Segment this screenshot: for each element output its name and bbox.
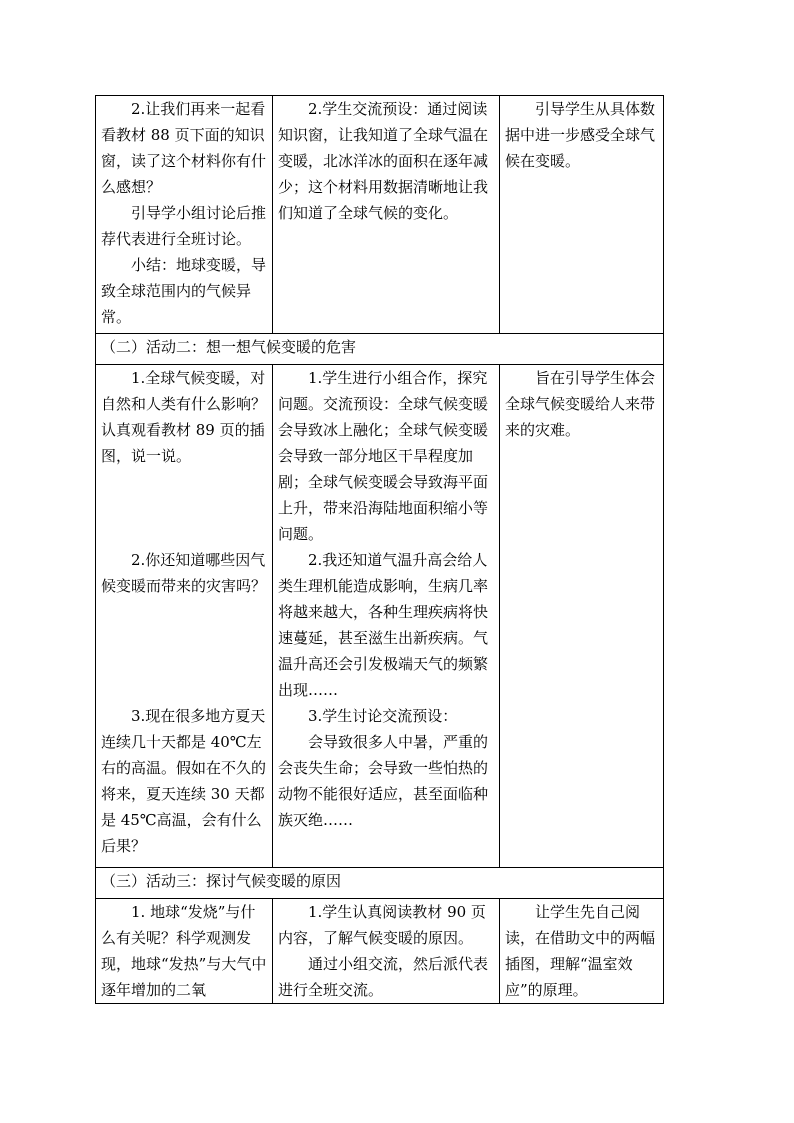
section-header-row: [96, 868, 664, 899]
student-activity-cell: [273, 96, 500, 334]
teacher-question: 2.你还知道哪些因气候变暖而带来的灾害吗？: [101, 551, 267, 595]
lesson-plan-table: [95, 95, 664, 1004]
student-activity-cell: [273, 365, 500, 868]
student-answer: 1.学生认真阅读教材 90 页内容，了解气候变暖的原因。: [278, 903, 486, 947]
design-intent-cell: [500, 899, 664, 1004]
intent-text: 旨在引导学生体会全球气候变暖给人来带来的灾难。: [505, 369, 656, 439]
teacher-activity-cell: [96, 365, 273, 868]
section-header-row: [96, 334, 664, 365]
student-activity-cell: [273, 899, 500, 1004]
teacher-text: 引导学小组讨论后推荐代表进行全班讨论。: [101, 204, 267, 248]
design-intent-cell: [500, 96, 664, 334]
teacher-activity-cell: [96, 899, 273, 1004]
teacher-question: 1.全球气候变暖，对自然和人类有什么影响？认真观看教材 89 页的插图，说一说。: [101, 369, 267, 465]
section-title: （三）活动三：探讨气候变暖的原因: [96, 868, 664, 899]
teacher-activity-cell: [96, 96, 273, 334]
teacher-question: 1. 地球“发烧”与什么有关呢？科学观测发现，地球“发热”与大气中逐年增加的二氧: [101, 903, 267, 999]
table-row: [96, 365, 664, 868]
teacher-text: 2.让我们再来一起看看教材 88 页下面的知识窗，读了这个材料你有什么感想？: [101, 100, 267, 196]
student-answer: 通过小组交流，然后派代表进行全班交流。: [278, 955, 489, 999]
teacher-summary: 小结：地球变暖，导致全球范围内的气候异常。: [101, 256, 267, 326]
table-row: [96, 96, 664, 334]
intent-text: 让学生先自己阅读，在借助文中的两幅插图，理解“温室效应”的原理。: [505, 903, 656, 999]
table-row: [96, 899, 664, 1004]
teacher-question: 3.现在很多地方夏天连续几十天都是 40℃左右的高温。假如在不久的将来，夏天连续 30 天都是 45℃高温，会有什么后果？: [101, 707, 267, 855]
student-answer: 3.学生讨论交流预设：: [308, 707, 458, 725]
student-answer: 会导致很多人中暑，严重的会丧失生命；会导致一些怕热的动物不能很好适应，甚至面临种族灭绝……: [278, 733, 489, 829]
student-text: 2.学生交流预设：通过阅读知识窗，让我知道了全球气温在变暖，北冰洋冰的面积在逐年减少；这个材料用数据清晰地让我们知道了全球气候的变化。: [278, 100, 489, 222]
section-title: （二）活动二：想一想气候变暖的危害: [96, 334, 664, 365]
student-answer: 2.我还知道气温升高会给人类生理机能造成影响，生病几率将越来越大，各种生理疾病将快速蔓延，甚至滋生出新疾病。气温升高还会引发极端天气的频繁出现……: [278, 551, 489, 699]
design-intent-cell: [500, 365, 664, 868]
student-answer: 1.学生进行小组合作，探究问题。交流预设：全球气候变暖会导致冰上融化；全球气候变暖会导致一部分地区干旱程度加剧；全球气候变暖会导致海平面上升，带来沿海陆地面积缩小等问题。: [278, 369, 489, 543]
intent-text: 引导学生从具体数据中进一步感受全球气候在变暖。: [505, 100, 656, 170]
